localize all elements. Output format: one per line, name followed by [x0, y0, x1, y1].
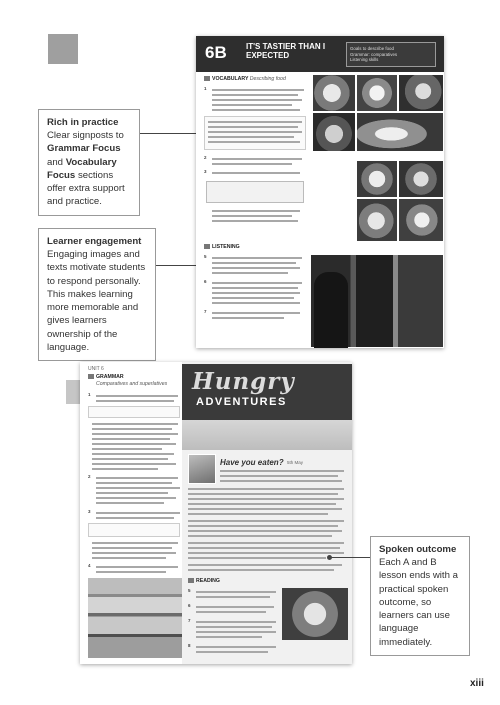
food-photo: [282, 588, 348, 640]
text-line: [212, 272, 288, 274]
text-line: [208, 136, 294, 138]
text-line: [212, 267, 300, 269]
text-line: [92, 433, 178, 435]
page-number: xiii: [470, 678, 484, 689]
text-line: [196, 621, 276, 623]
food-photo: [398, 74, 444, 112]
word-box: [88, 406, 180, 418]
unit-label: UNIT 6: [88, 366, 104, 372]
text-line: [212, 262, 296, 264]
text-line: [96, 517, 174, 519]
text-line: [92, 552, 176, 554]
street-market-photo: [88, 578, 182, 658]
goals-box: [346, 42, 436, 67]
text-line: [92, 443, 176, 445]
lesson-number: 6B: [205, 43, 227, 62]
text-line: [212, 287, 298, 289]
text-line: [92, 453, 174, 455]
text-line: [188, 520, 344, 522]
coursebook-page-6b: [196, 36, 444, 348]
text-line: [188, 488, 344, 490]
section-tag-icon: [88, 374, 94, 379]
text-line: [96, 492, 168, 494]
text-line: [196, 651, 268, 653]
person-silhouette: [314, 272, 348, 348]
question-number: 6: [188, 603, 191, 608]
text-line: [208, 131, 302, 133]
text-line: [96, 566, 178, 568]
text-line: [212, 109, 300, 111]
blogger-photo: [188, 454, 216, 484]
reading-heading: [188, 578, 220, 584]
article-title: Hungry: [192, 368, 295, 395]
text-line: [212, 158, 302, 160]
text-line: [96, 512, 180, 514]
food-photo: [398, 160, 444, 198]
text-line: [188, 525, 338, 527]
question-number: 7: [188, 618, 191, 623]
goal-item: Goals to describe food: [350, 46, 394, 51]
text-line: [96, 571, 166, 573]
text-line: [188, 557, 326, 559]
callout-text: sections offer extra support and practice.: [47, 169, 125, 208]
text-line: [212, 104, 292, 106]
section-heading-text: READING: [196, 578, 220, 584]
text-line: [96, 477, 178, 479]
blog-post-date: 5th May: [287, 460, 304, 465]
text-line: [212, 89, 304, 91]
text-line: [212, 292, 300, 294]
question-number: 1: [88, 392, 91, 397]
question-number: 5: [204, 254, 207, 259]
text-line: [196, 591, 276, 593]
coursebook-page-grammar: [80, 362, 352, 664]
text-line: [212, 317, 284, 319]
callout-text: Each A and B lesson ends with a practical spoken outcome, so learners can use language immediately.: [379, 557, 458, 648]
blog-post-title: Have you eaten?: [220, 458, 284, 467]
section-heading-text: VOCABULARY: [212, 76, 249, 82]
text-line: [92, 547, 172, 549]
text-line: [212, 257, 302, 259]
connector-dot: [327, 555, 332, 560]
text-line: [188, 552, 344, 554]
callout-text: Engaging images and texts motivate students to respond personally. This makes learning more memorable and gives learners ownership of the language.: [47, 249, 146, 353]
text-line: [188, 493, 338, 495]
callout-title: Spoken outcome: [379, 544, 457, 555]
text-line: [212, 210, 300, 212]
vocabulary-heading: [204, 76, 286, 82]
callout-connector: [330, 557, 370, 558]
question-number: 6: [204, 279, 207, 284]
pronunciation-table: [206, 181, 304, 203]
food-photo: [312, 112, 356, 152]
text-line: [92, 557, 166, 559]
text-line: [196, 631, 276, 633]
section-subheading: Describing food: [249, 76, 286, 82]
food-photo: [356, 74, 398, 112]
callout-spoken-outcome: [370, 536, 470, 656]
question-number: 3: [204, 169, 207, 174]
section-subheading: Comparatives and superlatives: [96, 381, 168, 387]
text-line: [212, 220, 298, 222]
text-line: [208, 121, 302, 123]
food-photo: [356, 160, 398, 198]
text-line: [96, 502, 164, 504]
text-line: [96, 497, 176, 499]
section-tag-icon: [204, 244, 210, 249]
callout-text: Clear signposts to: [47, 130, 124, 142]
text-line: [212, 172, 300, 174]
text-line: [188, 530, 342, 532]
callout-connector: [140, 133, 202, 134]
section-heading-text: LISTENING: [212, 244, 240, 250]
callout-rich-in-practice: [38, 109, 140, 216]
question-number: 2: [204, 155, 207, 160]
question-number: 4: [88, 563, 91, 568]
callout-highlight: Grammar Focus: [47, 143, 121, 155]
question-number: 7: [204, 309, 207, 314]
lesson-title: IT'S TASTIER THAN I EXPECTED: [246, 42, 326, 61]
text-line: [92, 428, 172, 430]
text-line: [196, 626, 272, 628]
text-line: [96, 487, 180, 489]
text-line: [196, 606, 274, 608]
text-line: [96, 395, 178, 397]
text-line: [196, 646, 276, 648]
section-tag-icon: [204, 76, 210, 81]
article-title-sub: ADVENTURES: [196, 396, 287, 408]
callout-text: and: [47, 156, 64, 168]
text-line: [212, 312, 300, 314]
food-photo: [356, 112, 444, 152]
text-line: [212, 282, 302, 284]
text-line: [188, 564, 342, 566]
question-number: 8: [188, 643, 191, 648]
text-line: [188, 508, 342, 510]
callout-highlight: Vocabulary: [65, 156, 117, 168]
callout-learner-engagement: [38, 228, 156, 361]
question-number: 5: [188, 588, 191, 593]
text-line: [188, 547, 340, 549]
text-line: [208, 141, 300, 143]
listening-heading: [204, 244, 240, 250]
text-line: [92, 463, 176, 465]
question-number: 1: [204, 86, 207, 91]
text-line: [92, 448, 162, 450]
article-banner: [182, 364, 352, 420]
text-line: [92, 468, 158, 470]
callout-highlight: Focus: [47, 169, 76, 181]
grammar-subheading: [96, 381, 167, 387]
text-line: [188, 503, 336, 505]
text-line: [188, 542, 344, 544]
food-photo: [312, 74, 356, 112]
text-line: [96, 482, 172, 484]
text-line: [208, 126, 298, 128]
text-line: [220, 475, 338, 477]
text-line: [92, 438, 170, 440]
food-photo: [356, 198, 398, 242]
text-line: [212, 215, 292, 217]
text-line: [212, 163, 292, 165]
text-line: [212, 297, 294, 299]
text-line: [92, 423, 178, 425]
text-line: [92, 542, 178, 544]
text-line: [220, 470, 344, 472]
text-line: [196, 596, 270, 598]
text-line: [188, 498, 344, 500]
text-line: [188, 535, 332, 537]
callout-title: Learner engagement: [47, 236, 142, 247]
text-line: [188, 513, 328, 515]
word-box: [88, 523, 180, 537]
banner-photo-strip: [182, 420, 352, 450]
page-header: [196, 36, 444, 72]
callout-title: Rich in practice: [47, 117, 119, 128]
question-number: 2: [88, 474, 91, 479]
text-line: [196, 636, 262, 638]
food-photo: [398, 198, 444, 242]
text-line: [220, 480, 342, 482]
goal-item: Grammar: comparatives: [350, 51, 398, 57]
grammar-heading: [88, 374, 124, 380]
section-tag-icon: [188, 578, 194, 583]
section-heading-text: GRAMMAR: [96, 374, 124, 380]
text-line: [188, 569, 334, 571]
decorative-square: [48, 34, 78, 64]
text-line: [92, 458, 168, 460]
text-line: [96, 400, 174, 402]
goal-item: Listening skills: [350, 57, 379, 63]
question-number: 3: [88, 509, 91, 514]
text-line: [212, 94, 298, 96]
text-line: [196, 611, 266, 613]
text-line: [212, 99, 302, 101]
text-line: [212, 302, 300, 304]
